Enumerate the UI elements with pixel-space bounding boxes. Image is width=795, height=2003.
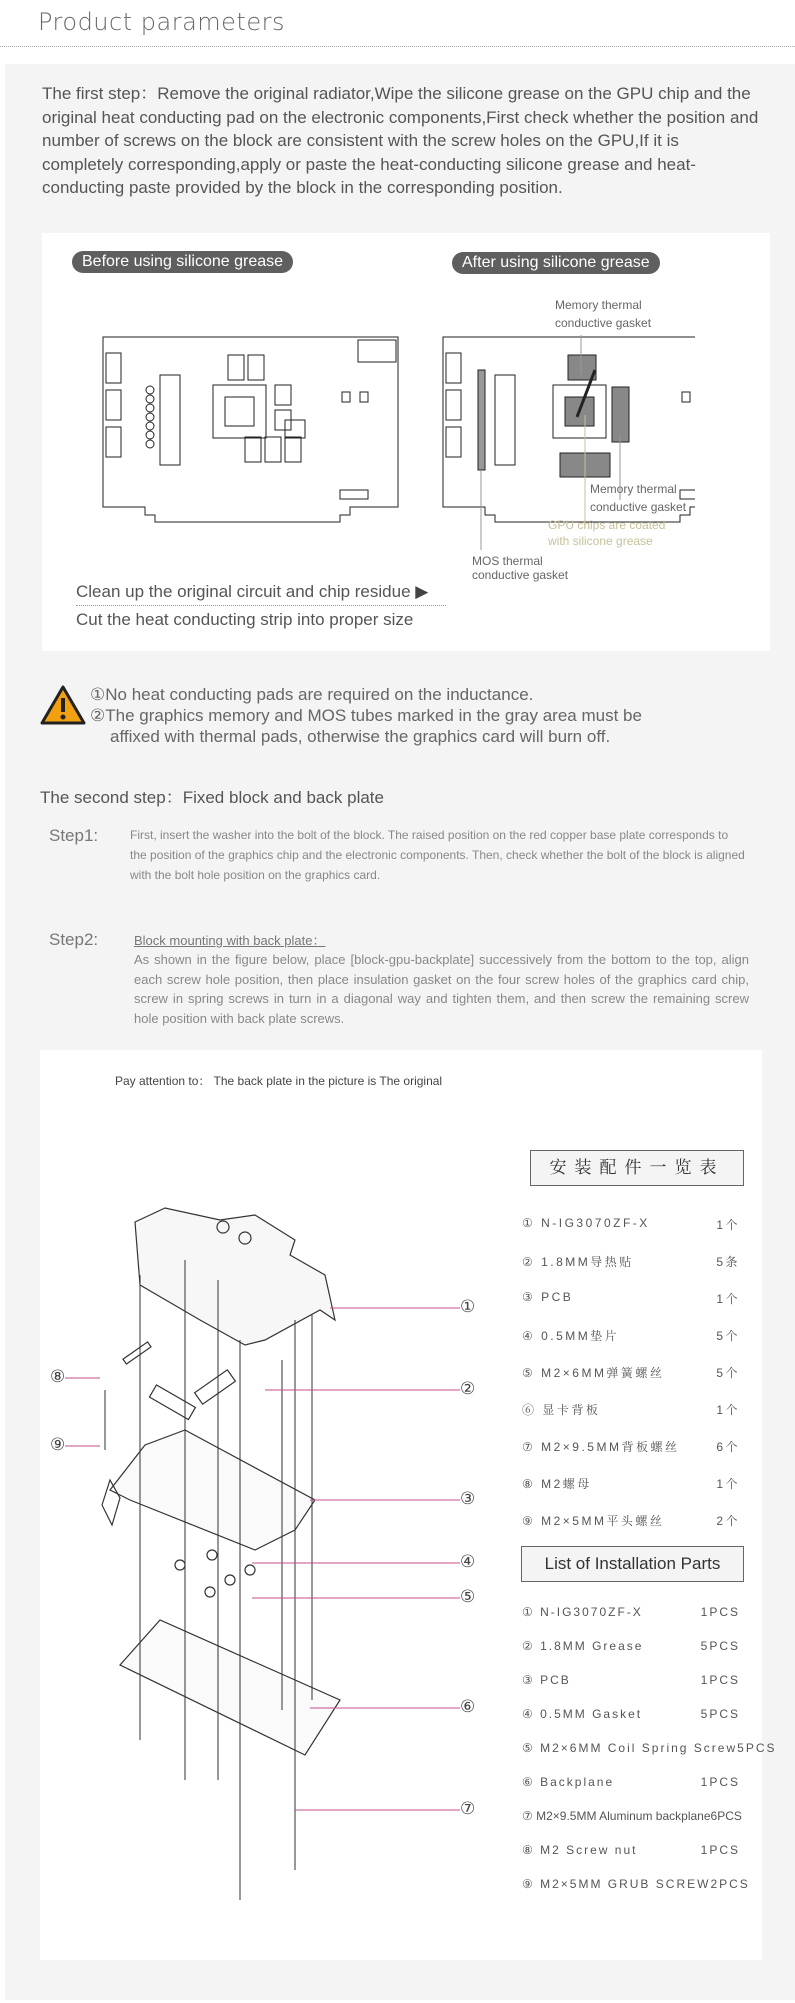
warning-text [90, 684, 642, 747]
callout-memory-top-2: conductive gasket [555, 316, 652, 330]
part-qty: 1个 [716, 1403, 740, 1417]
step2-label: Step2: [49, 930, 99, 949]
step1-text: First, insert the washer into the bolt of the block. The raised position on the red copper base plate corresponds to the position of the graphics chip and the electronic components. Then, check whether the bolt of the block is aligned with the bolt hole position on the graphics card. [130, 828, 745, 882]
part-name: ① N-IG3070ZF-X [522, 1216, 650, 1230]
callout-4: ④ [460, 1552, 476, 1571]
parts-en-title: List of Installation Parts [521, 1546, 744, 1582]
callout-9: ⑨ [50, 1435, 66, 1454]
part-name: ⑦ M2×9.5MM背板螺丝 [522, 1440, 680, 1454]
callout-memory-right-1: Memory thermal [590, 482, 677, 496]
part-name: ⑥ Backplane [522, 1775, 615, 1789]
exploded-view-diagram [40, 1180, 510, 1940]
backplate [120, 1620, 340, 1755]
parts-row [522, 1707, 740, 1721]
part-qty: 5PCS [700, 1707, 740, 1721]
parts-cn-title: 安装配件一览表 [530, 1150, 744, 1186]
step-one-text: The first step：Remove the original radiator,Wipe the silicone grease on the GPU chip and the original heat conducting pad on the electronic components,First check whether the position and number of screws on the block are consistent with the screw holes on the GPU,If it is completely corresponding,apply or paste the heat-conducting silicone grease and heat-conducting paste provided by the block in the corresponding position. [42, 84, 759, 197]
water-block [135, 1208, 335, 1345]
callout-memory-right-2: conductive gasket [590, 500, 687, 514]
part-name: ④ 0.5MM垫片 [522, 1329, 620, 1343]
instruction-divider [76, 605, 446, 606]
part-name: ⑨ M2×5MM平头螺丝 [522, 1514, 665, 1528]
part-qty: 1个 [716, 1218, 740, 1232]
part-qty: 6PCS [710, 1809, 742, 1823]
callout-5: ⑤ [460, 1587, 476, 1606]
part-name: ① N-IG3070ZF-X [522, 1605, 643, 1619]
part-qty: 5条 [716, 1255, 740, 1269]
parts-row [522, 1741, 777, 1755]
part-qty: 2个 [716, 1514, 740, 1528]
part-qty: 2PCS [710, 1877, 750, 1891]
callout-8: ⑧ [50, 1367, 66, 1386]
part-qty: 1个 [716, 1477, 740, 1491]
part-name: ⑥ 显卡背板 [522, 1403, 601, 1417]
part-qty: 1个 [716, 1292, 740, 1306]
part-qty: 1PCS [700, 1673, 740, 1687]
part-qty: 1PCS [700, 1605, 740, 1619]
part-name: ⑨ M2×5MM GRUB SCREW [522, 1877, 711, 1891]
part-name: ③ PCB [522, 1673, 571, 1687]
clean-text: Clean up the original circuit and chip residue [76, 582, 411, 601]
before-label: Before using silicone grease [72, 251, 293, 273]
parts-row [522, 1877, 750, 1891]
parts-row [522, 1216, 740, 1233]
part-name: ⑧ M2 Screw nut [522, 1843, 638, 1857]
pcb-before [103, 337, 398, 522]
play-triangle-icon: ▶ [415, 582, 429, 601]
part-qty: 5个 [716, 1329, 740, 1343]
callout-2: ② [460, 1379, 476, 1398]
part-name: ⑦ M2×9.5MM Aluminum backplane [522, 1809, 711, 1823]
parts-row [522, 1775, 740, 1789]
parts-row [522, 1639, 740, 1653]
parts-row [522, 1438, 740, 1455]
parts-row [522, 1475, 740, 1492]
step2-text: As shown in the figure below, place [block-gpu-backplate] successively from the bottom to the top, align each screw hole position, then place insulation gasket on the four screw holes of the graphics card chip, screw in spring screws in turn in a diagonal way and tighten them, and then screw the remaining screw hole position with back plate screws. [134, 952, 749, 1026]
step-two-title: The second step：Fixed block and back plate [40, 788, 384, 807]
cut-instruction: Cut the heat conducting strip into proper size [76, 610, 414, 629]
callout-3: ③ [460, 1489, 476, 1508]
parts-row [522, 1364, 740, 1381]
part-qty: 6个 [716, 1440, 740, 1454]
part-name: ② 1.8MM导热贴 [522, 1255, 634, 1269]
callout-1: ① [460, 1297, 476, 1316]
part-qty: 1PCS [700, 1775, 740, 1789]
step2-title: Block mounting with back plate： [134, 933, 326, 948]
warning-line-3: affixed with thermal pads, otherwise the graphics card will burn off. [110, 727, 611, 746]
page-title: Product parameters [38, 8, 285, 36]
part-qty: 5PCS [700, 1639, 740, 1653]
warning-line-1: ①No heat conducting pads are required on the inductance. [90, 685, 534, 704]
warning-icon [40, 684, 86, 726]
part-name: ⑧ M2螺母 [522, 1477, 592, 1491]
title-divider [0, 46, 795, 47]
step1-label: Step1: [49, 826, 99, 845]
parts-row [522, 1327, 740, 1344]
part-name: ⑤ M2×6MM Coil Spring Screw [522, 1741, 738, 1755]
parts-row [522, 1605, 740, 1619]
parts-row [522, 1809, 740, 1823]
part-qty: 5个 [716, 1366, 740, 1380]
parts-row [522, 1843, 740, 1857]
part-name: ③ PCB [522, 1290, 574, 1304]
callout-6: ⑥ [460, 1697, 476, 1716]
part-name: ⑤ M2×6MM弹簧螺丝 [522, 1366, 665, 1380]
part-name: ② 1.8MM Grease [522, 1639, 644, 1653]
callout-mos-1: MOS thermal [472, 554, 543, 568]
part-name: ④ 0.5MM Gasket [522, 1707, 643, 1721]
part-qty: 5PCS [737, 1741, 777, 1755]
parts-row [522, 1401, 740, 1418]
pcb [110, 1430, 315, 1550]
callout-7: ⑦ [460, 1799, 476, 1818]
after-label: After using silicone grease [452, 252, 660, 274]
parts-row [522, 1290, 740, 1307]
callout-gpu-1: GPU chips are coated [548, 518, 666, 532]
callout-gpu-2: with silicone grease [548, 534, 653, 548]
clean-instruction [76, 582, 428, 602]
callout-memory-top-1: Memory thermal [555, 298, 642, 312]
part-qty: 1PCS [700, 1843, 740, 1857]
parts-row [522, 1673, 740, 1687]
parts-row [522, 1253, 740, 1270]
parts-row [522, 1512, 740, 1529]
warning-line-2: ②The graphics memory and MOS tubes marked in the gray area must be [90, 706, 642, 725]
backplate-note: Pay attention to： The back plate in the picture is The original [115, 1074, 443, 1088]
callout-mos-2: conductive gasket [472, 568, 569, 582]
